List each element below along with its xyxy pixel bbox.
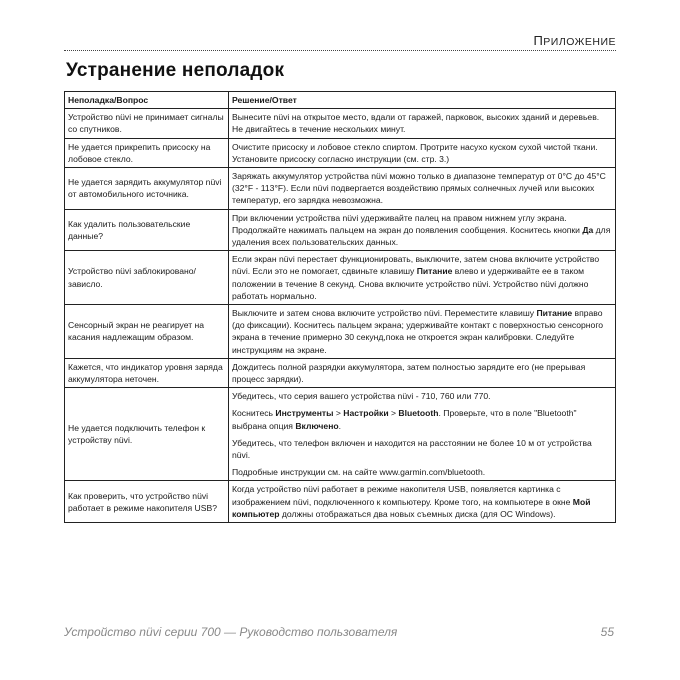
solution-emphasis: Bluetooth xyxy=(398,408,439,419)
problem-cell: Не удается прикрепить присоску на лобовое стекло. xyxy=(65,138,229,167)
solution-text: > xyxy=(388,408,399,419)
solution-cell xyxy=(229,168,616,210)
solution-paragraph xyxy=(232,466,612,478)
solution-cell xyxy=(229,358,616,387)
solution-paragraph xyxy=(232,253,612,302)
solution-cell xyxy=(229,481,616,523)
table-row xyxy=(65,358,616,387)
solution-text: Выключите и затем снова включите устройство nüvi. Переместите клавишу xyxy=(232,308,537,319)
solution-emphasis: Да xyxy=(582,224,594,235)
solution-text: для удаления всех пользовательских данных. xyxy=(232,224,611,248)
solution-text: Дождитесь полной разрядки аккумулятора, затем полностью зарядите его (не прерывая процесс зарядки). xyxy=(232,361,586,385)
solution-text: Вынесите nüvi на открытое место, вдали от гаражей, парковок, высоких зданий и деревьев. Не двигайтесь в течение нескольких минут. xyxy=(232,112,600,135)
section-header xyxy=(533,33,616,48)
solution-text: Убедитесь, что телефон включен и находится на расстоянии не более 10 м от устройства nüvi. xyxy=(232,437,592,461)
solution-text: Коснитесь xyxy=(232,408,276,419)
solution-paragraph xyxy=(232,437,612,461)
solution-paragraph xyxy=(232,170,612,207)
problem-cell: Сенсорный экран не реагирует на касания надлежащим образом. xyxy=(65,305,229,359)
solution-text: вправо (до фиксации). Коснитесь пальцем экрана; удерживайте контакт с поверхностью сенсорного экрана в течение примерно 30 секунд,пока не откроется экран калибровки. Следуйте инструкциям на экране. xyxy=(232,308,604,355)
problem-cell: Кажется, что индикатор уровня заряда аккумулятора неточен. xyxy=(65,358,229,387)
solution-cell xyxy=(229,305,616,359)
footer-page-number: 55 xyxy=(600,625,614,639)
solution-text: Заряжать аккумулятор устройства nüvi можно только в диапазоне температур от 0°C до 45°C (32°F - 113°F). Если nüvi подвергается воздействию прямых солнечных лучей или высоких температур, его зарядка невозможна. xyxy=(232,171,606,206)
column-header-solution: Решение/Ответ xyxy=(229,92,616,109)
table-row xyxy=(65,109,616,138)
section-header-rest: РИЛОЖЕНИЕ xyxy=(543,36,616,48)
solution-cell xyxy=(229,138,616,167)
header-divider xyxy=(64,50,616,51)
solution-cell xyxy=(229,209,616,251)
problem-cell: Не удается зарядить аккумулятор nüvi от автомобильного источника. xyxy=(65,168,229,210)
table-row xyxy=(65,251,616,305)
solution-paragraph xyxy=(232,212,612,249)
solution-emphasis: Включено xyxy=(295,420,339,431)
problem-cell: Устройство nüvi не принимает сигналы со спутников. xyxy=(65,109,229,138)
footer-document-title: Устройство nüvi серии 700 — Руководство пользователя xyxy=(64,625,398,639)
solution-paragraph xyxy=(232,361,612,385)
solution-text: Очистите присоску и лобовое стекло спиртом. Протрите насухо куском сухой чистой ткани. Установите присоску согласно инструкции (см. стр. 3.) xyxy=(232,141,598,164)
solution-text: При включении устройства nüvi удерживайте палец на правом нижнем углу экрана. Продолжайте нажимать пальцем на экран до появления сообщения. Коснитесь кнопки xyxy=(232,212,583,235)
table-row xyxy=(65,305,616,359)
solution-paragraph xyxy=(232,111,612,135)
problem-cell: Как проверить, что устройство nüvi работает в режиме накопителя USB? xyxy=(65,481,229,523)
solution-paragraph xyxy=(232,483,612,520)
solution-text: должны отображаться два новых съемных диска (для ОС Windows). xyxy=(279,508,556,519)
table-row xyxy=(65,168,616,210)
solution-cell xyxy=(229,251,616,305)
solution-text: Убедитесь, что серия вашего устройства nüvi - 710, 760 или 770. xyxy=(232,391,491,402)
solution-emphasis: Питание xyxy=(416,266,453,277)
column-header-problem: Неполадка/Вопрос xyxy=(65,92,229,109)
table-row xyxy=(65,388,616,481)
solution-text: . xyxy=(338,420,342,431)
solution-paragraph xyxy=(232,390,612,402)
solution-paragraph xyxy=(232,307,612,356)
solution-cell xyxy=(229,109,616,138)
table-row xyxy=(65,138,616,167)
problem-cell: Устройство nüvi заблокировано/зависло. xyxy=(65,251,229,305)
problem-cell: Не удается подключить телефон к устройству nüvi. xyxy=(65,388,229,481)
solution-paragraph xyxy=(232,407,612,431)
solution-text: Если экран nüvi перестает функционировать, выключите, затем снова включите устройство nüvi. Если это не помогает, сдвиньте клавишу xyxy=(232,254,600,277)
solution-text: влево и удерживайте ее в таком положении в течение 8 секунд. Снова включите устройство nüvi. Устройство nüvi должно работать нормально. xyxy=(232,266,589,301)
section-header-initial: П xyxy=(533,33,544,48)
solution-text: Когда устройство nüvi работает в режиме накопителя USB, появляется картинка с изображением nüvi, подключенного к компьютеру. Кроме того, на компьютере в окне xyxy=(232,484,573,507)
solution-emphasis: Настройки xyxy=(343,408,389,419)
solution-text: > xyxy=(333,408,344,419)
solution-cell xyxy=(229,388,616,481)
problem-cell: Как удалить пользовательские данные? xyxy=(65,209,229,251)
table-body xyxy=(65,109,616,523)
solution-paragraph xyxy=(232,141,612,165)
page-title: Устранение неполадок xyxy=(66,60,285,81)
table-row xyxy=(65,209,616,251)
solution-emphasis: Мой компьютер xyxy=(232,496,591,519)
solution-emphasis: Инструменты xyxy=(275,408,334,419)
solution-text: Подробные инструкции см. на сайте www.garmin.com/bluetooth. xyxy=(232,467,486,478)
solution-emphasis: Питание xyxy=(536,308,573,319)
troubleshooting-table xyxy=(64,91,616,523)
solution-text: . Проверьте, что в поле "Bluetooth" выбрана опция xyxy=(232,408,577,431)
table-row xyxy=(65,481,616,523)
table-header-row xyxy=(65,92,616,109)
